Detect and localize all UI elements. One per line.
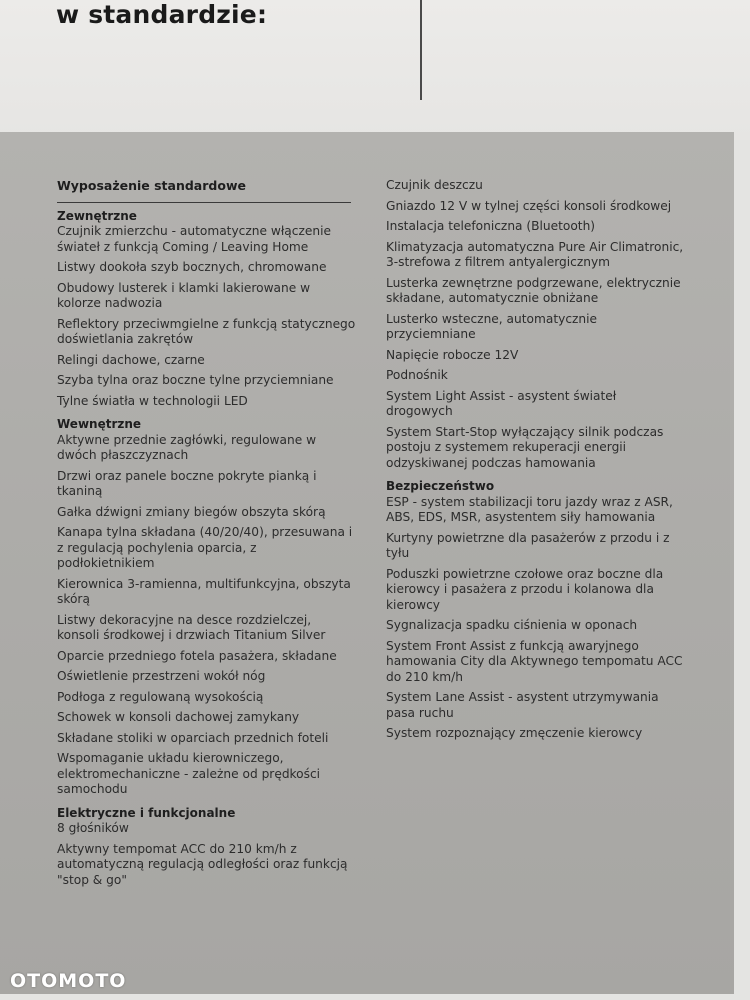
equipment-item: System Lane Assist - asystent utrzymywania pasa ruchu [386,690,659,720]
equipment-item: System Light Assist - asystent świateł drogowych [386,388,617,418]
category-heading: Zewnętrzne [57,208,137,223]
equipment-item: Podłoga z regulowaną wysokością [57,689,264,704]
equipment-item: Listwy dekoracyjne na desce rozdzielczej, konsoli środkowej i drzwiach Titanium Silver [57,612,326,642]
equipment-item: Szyba tylna oraz boczne tylne przyciemniane [57,373,334,387]
left-column [57,178,357,893]
category-heading: Wewnętrzne [57,417,142,431]
equipment-item: Czujnik deszczu [386,178,483,192]
equipment-item: Oświetlenie przestrzeni wokół nóg [57,669,266,683]
otomoto-watermark: OTOMOTO [10,970,127,992]
equipment-item: Kurtyny powietrzne dla pasażerów z przodu i z tyłu [386,530,670,560]
right-column [386,178,686,747]
page-heading: w standardzie: [56,0,268,29]
right-equipment-list [386,178,686,742]
equipment-item: Składane stoliki w oparciach przednich foteli [57,730,329,745]
equipment-item: Sygnalizacja spadku ciśnienia w oponach [386,618,638,632]
equipment-item: Lusterka zewnętrzne podgrzewane, elektrycznie składane, automatycznie obniżane [386,275,681,305]
equipment-item: Aktywny tempomat ACC do 210 km/h z automatyczną regulacją odległości oraz funkcją "stop & go" [57,841,348,887]
equipment-item: Czujnik zmierzchu - automatyczne włączenie świateł z funkcją Coming / Leaving Home [57,224,331,254]
equipment-item: Oparcie przedniego fotela pasażera, składane [57,648,337,663]
equipment-item: System Start-Stop wyłączający silnik podczas postoju z systemem rekuperacji energii odzyskiwanej podczas hamowania [386,424,664,470]
equipment-item: Schowek w konsoli dachowej zamykany [57,710,300,724]
equipment-item: Gałka dźwigni zmiany biegów obszyta skórą [57,504,326,519]
equipment-item: Obudowy lusterek i klamki lakierowane w kolorze nadwozia [57,280,311,310]
equipment-item: ESP - system stabilizacji toru jazdy wraz z ASR, ABS, EDS, MSR, asystentem siły hamowania [386,494,673,524]
equipment-item: Klimatyzacja automatyczna Pure Air Climatronic, 3-strefowa z filtrem antyalergicznym [386,239,684,269]
equipment-item: Poduszki powietrzne czołowe oraz boczne dla kierowcy i pasażera z przodu i kolanowa dla kierowcy [386,566,664,612]
equipment-item: Aktywne przednie zagłówki, regulowane w dwóch płaszczyznach [57,432,317,462]
equipment-item: Tylne światła w technologii LED [57,393,248,408]
equipment-item: Podnośnik [386,368,448,382]
equipment-item: Instalacja telefoniczna (Bluetooth) [386,219,596,233]
equipment-item: Relingi dachowe, czarne [57,352,205,367]
equipment-item: Wspomaganie układu kierowniczego, elektromechaniczne - zależne od prędkości samochodu [57,751,321,796]
equipment-item: Gniazdo 12 V w tylnej części konsoli środkowej [386,198,672,213]
category-heading: Bezpieczeństwo [386,479,495,493]
equipment-item: Kanapa tylna składana (40/20/40), przesuwana i z regulacją pochylenia oparcia, z podłokietnikiem [57,525,353,570]
section-title: Wyposażenie standardowe [57,178,351,203]
equipment-item: Drzwi oraz panele boczne pokryte pianką i tkaniną [57,468,317,498]
category-heading: Elektryczne i funkcjonalne [57,805,236,820]
equipment-item: Kierownica 3-ramienna, multifunkcyjna, obszyta skórą [57,576,351,606]
equipment-item: 8 głośników [57,821,129,835]
equipment-item: System rozpoznający zmęczenie kierowcy [386,726,643,740]
divider-line [420,0,422,100]
left-equipment-list [57,209,357,889]
equipment-item: System Front Assist z funkcją awaryjnego hamowania City dla Aktywnego tempomatu ACC do 210 km/h [386,638,683,684]
equipment-item: Listwy dookoła szyb bocznych, chromowane [57,260,327,274]
equipment-item: Lusterko wsteczne, automatycznie przyciemniane [386,311,598,341]
equipment-item: Reflektory przeciwmgielne z funkcją statycznego doświetlania zakrętów [57,316,356,346]
equipment-item: Napięcie robocze 12V [386,347,519,362]
